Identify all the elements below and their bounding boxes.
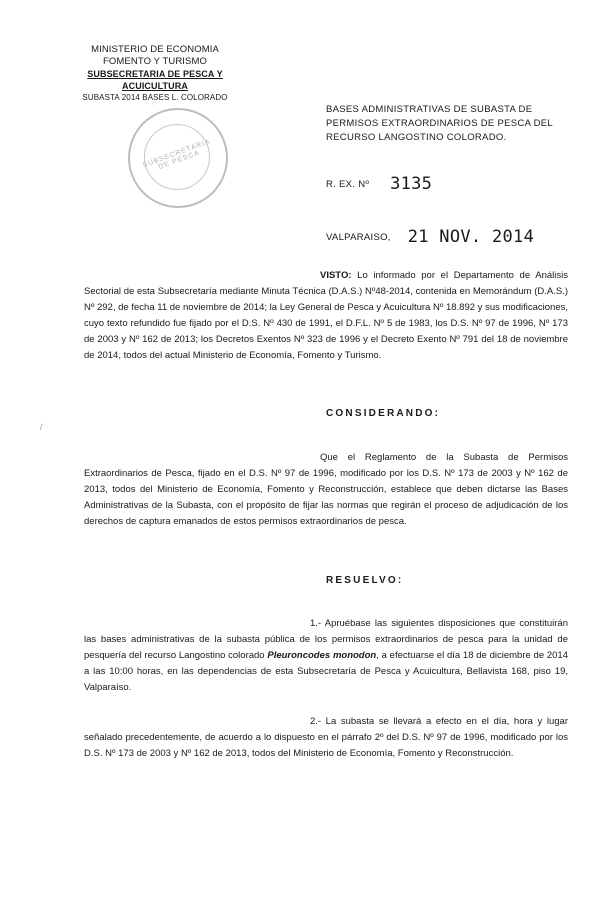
- resolution-number: [326, 172, 432, 192]
- considerando-text: Que el Reglamento de la Subasta de Permisos Extraordinarios de Pesca, fijado en el D.S. Nº 97 de 1996, modificado por los D.S. Nº 173 de 2003 y Nº 162 de 2013, todos del Ministerio de Economía, Fomento y Reconstrucción, establece que deben dictarse las Bases Administrativas de la Subasta, con el propósito de fijar las normas que regirán el proceso de adjudicación de los derechos de captura emanados de estos permisos extraordinarios de pesca.: [84, 452, 568, 527]
- resolution-number-label: R. EX. Nº: [326, 179, 370, 190]
- visto-paragraph: [84, 268, 568, 364]
- seal-text: SUBSECRETARIA DE PESCA: [141, 138, 212, 172]
- ministry-name: MINISTERIO DE ECONOMIA: [91, 44, 219, 55]
- place-and-date: [326, 225, 534, 245]
- item2-text: 2.- La subasta se llevará a efecto en el día, hora y lugar señalado precedentemente, de acuerdo a lo dispuesto en el párrafo 2º del D.S. Nº 97 de 1996, modificado por los D.S. Nº 173 de 2003 y Nº 162 de 2013, todos del Ministerio de Economía, Fomento y Reconstrucción.: [84, 716, 568, 759]
- species-name: Pleuroncodes monodon: [267, 650, 377, 661]
- considerando-heading: CONSIDERANDO:: [326, 408, 441, 419]
- considerando-paragraph: [84, 450, 568, 530]
- city-label: VALPARAISO,: [326, 232, 391, 243]
- visto-text: Lo informado por el Departamento de Análisis Sectorial de esta Subsecretaría mediante Minuta Técnica (D.A.S.) Nº48-2014, contenida en Memorándum (D.A.S.) Nº 292, de fecha 11 de noviembre de 2014; la Ley General de Pesca y Acuicultura Nº 18.892 y sus modificaciones, cuyo texto refundido fue fijado por el D.S. Nº 430 de 1991, el D.F.L. Nº 5 de 1983, los D.S. Nº 97 de 1996, Nº 173 de 2003 y Nº 162 de 2013; los Decretos Exentos Nº 323 de 1996 y el Decreto Exento Nº 791 del 18 de noviembre de 2014, todos del actual Ministerio de Economía, Fomento y Turismo.: [84, 270, 568, 361]
- letterhead: [60, 44, 250, 104]
- date-stamp: 21 NOV. 2014: [407, 227, 535, 247]
- item1-text-start: 1.- Apruébase las siguientes disposiciones que constituirán las bases administrativas de la subasta pública de los permisos extraordinarios de pesca para la unidad de pesquería del recurso Langostino colorado: [84, 618, 568, 661]
- document-subject: BASES ADMINISTRATIVAS DE SUBASTA DE PERMISOS EXTRAORDINARIOS DE PESCA DEL RECURSO LANGOSTINO COLORADO.: [326, 104, 553, 143]
- margin-mark: /: [40, 422, 43, 432]
- visto-label: VISTO:: [320, 270, 352, 281]
- subsecretaria-name: SUBSECRETARIA DE PESCA Y ACUICULTURA: [87, 69, 223, 91]
- resuelvo-item-1: [84, 616, 568, 696]
- document-reference: SUBASTA 2014 BASES L. COLORADO: [82, 93, 228, 102]
- ministry-name-line2: FOMENTO Y TURISMO: [103, 56, 207, 67]
- resuelvo-heading: RESUELVO:: [326, 575, 404, 586]
- item1-text-end: , a efectuarse el día 18 de diciembre de 2014 a las 10:00 horas, en las dependencias de esta Subsecretaría de Pesca y Acuicultura, Bellavista 168, piso 19, Valparaíso.: [84, 650, 568, 693]
- official-seal-stamp: [128, 108, 228, 208]
- resolution-number-value: 3135: [390, 174, 433, 194]
- resuelvo-item-2: [84, 714, 568, 762]
